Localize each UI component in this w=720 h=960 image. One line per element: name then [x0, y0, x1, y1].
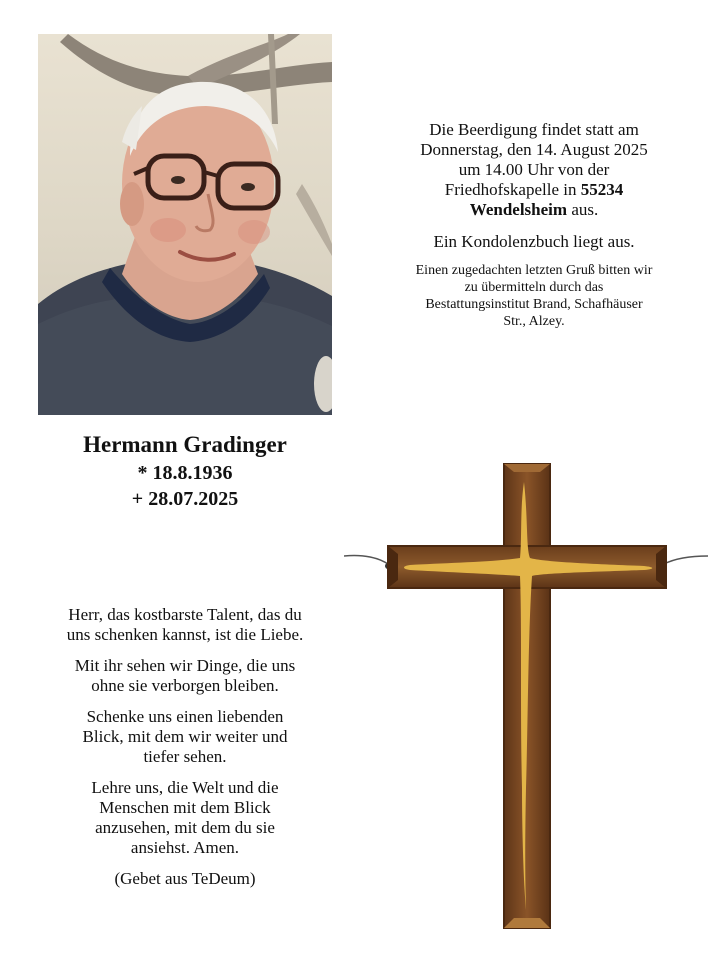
postal-code: 55234	[580, 180, 624, 199]
prayer-paragraph	[38, 656, 332, 696]
prayer-line: ansiehst. Amen.	[130, 838, 240, 857]
birth-date: * 18.8.1936	[137, 462, 233, 484]
condolence-note: Ein Kondolenzbuch liegt aus.	[433, 232, 635, 251]
prayer-line: Mit ihr sehen wir Dinge, die uns	[74, 656, 296, 675]
funeral-details	[370, 120, 698, 220]
death-date: + 28.07.2025	[131, 488, 239, 510]
prayer-paragraph	[38, 707, 332, 767]
prayer-source: (Gebet aus TeDeum)	[114, 869, 256, 888]
funeral-place-prefix: Friedhofskapelle in	[444, 180, 581, 199]
greeting-line: zu übermitteln durch das	[464, 280, 604, 295]
funeral-line: um 14.00 Uhr von der	[458, 160, 610, 179]
prayer-line: uns schenken kannst, ist die Liebe.	[66, 625, 304, 644]
funeral-place-suffix: aus.	[567, 200, 599, 219]
prayer-text	[38, 605, 332, 900]
portrait-photo-icon	[38, 34, 332, 415]
prayer-paragraph	[38, 605, 332, 645]
prayer-line: Herr, das kostbarste Talent, das du	[68, 605, 302, 624]
town-name: Wendelsheim	[469, 200, 568, 219]
prayer-line: Lehre uns, die Welt und die	[91, 778, 279, 797]
prayer-line: tiefer sehen.	[143, 747, 227, 766]
prayer-line: Blick, mit dem wir weiter und	[82, 727, 288, 746]
funeral-line	[370, 200, 698, 220]
funeral-line	[370, 180, 698, 200]
prayer-paragraph	[38, 778, 332, 858]
wooden-cross	[344, 458, 708, 932]
deceased-info	[38, 430, 332, 512]
greeting-line: Einen zugedachten letzten Gruß bitten wir	[415, 263, 653, 278]
portrait-photo	[38, 34, 332, 415]
prayer-line: Menschen mit dem Blick	[99, 798, 271, 817]
greeting-line: Bestattungsinstitut Brand, Schafhäuser	[425, 297, 643, 312]
greeting-note	[370, 262, 698, 330]
wooden-cross-icon	[344, 458, 708, 932]
prayer-line: ohne sie verborgen bleiben.	[91, 676, 279, 695]
prayer-line: Schenke uns einen liebenden	[86, 707, 284, 726]
greeting-line: Str., Alzey.	[503, 314, 565, 329]
deceased-name: Hermann Gradinger	[83, 432, 287, 457]
funeral-info	[370, 120, 698, 330]
funeral-line: Donnerstag, den 14. August 2025	[420, 140, 648, 159]
funeral-line: Die Beerdigung findet statt am	[429, 120, 639, 139]
prayer-line: anzusehen, mit dem du sie	[95, 818, 275, 837]
